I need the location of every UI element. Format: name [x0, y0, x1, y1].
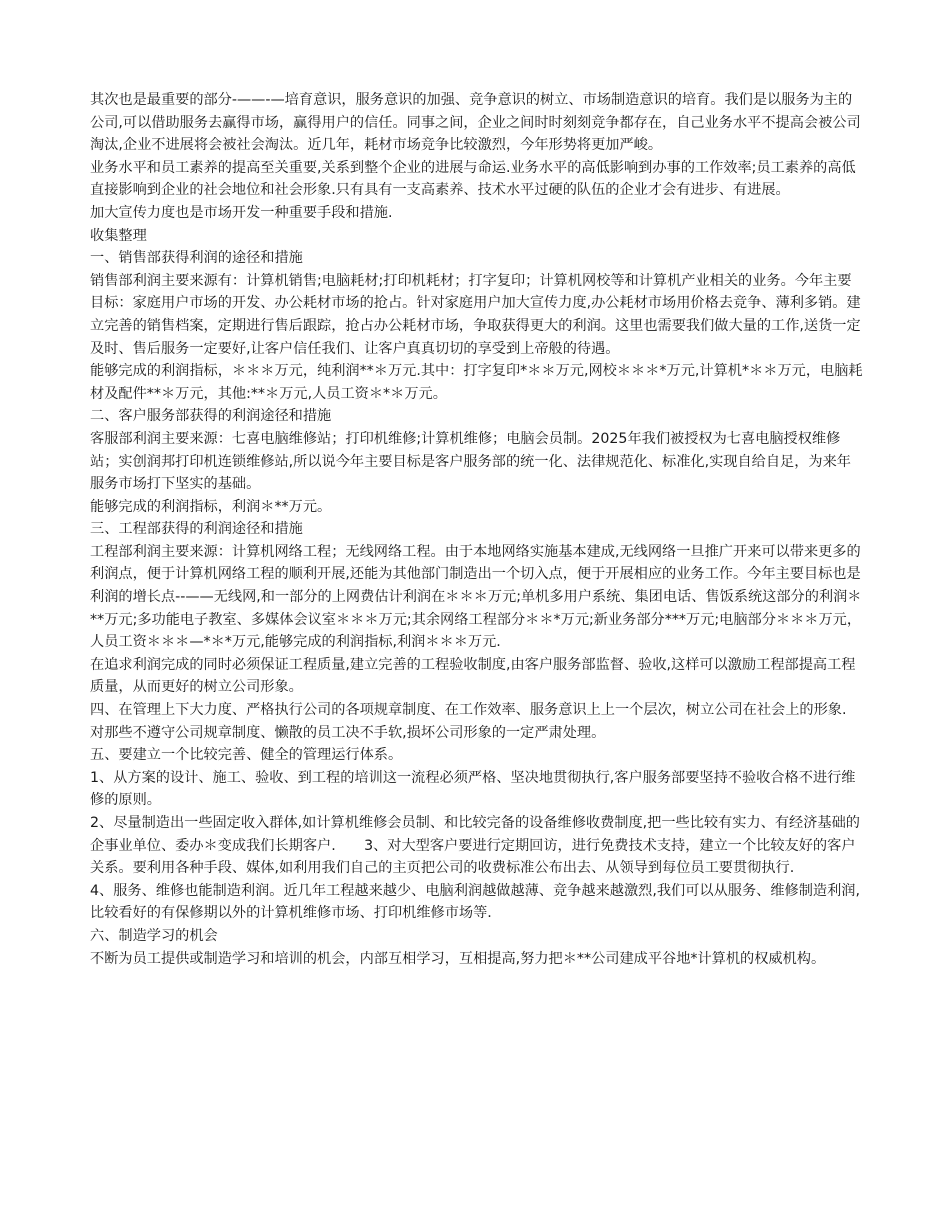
paragraph: 客服部利润主要来源：七喜电脑维修站；打印机维修;计算机维修；电脑会员制。2025年我们被授权为七喜电脑授权维修站；实创润邦打印机连锁维修站,所以说今年主要目标是客户服务部的统一化、法律规范化、标准化,实现自给自足，为来年服务市场打下坚实的基础。 [90, 430, 851, 493]
paragraph: 能够完成的利润指标，利润＊**万元。 [90, 498, 332, 515]
paragraph: 对那些不遵守公司规章制度、懒散的员工决不手软,损坏公司形象的一定严肃处理。 [90, 724, 606, 741]
section-heading: 收集整理 [90, 227, 147, 244]
paragraph: 业务水平和员工素养的提高至关重要,关系到整个企业的进展与命运.业务水平的高低影响到办事的工作效率;员工素养的高低直接影响到企业的社会地位和社会形象.只有具有一支高素养、技术水平过硬的队伍的企业才会有进步、有进展。 [90, 159, 856, 199]
paragraph: 工程部利润主要来源：计算机网络工程；无线网络工程。由于本地网络实施基本建成,无线网络一旦推广开来可以带来更多的利润点，便于计算机网络工程的顺利开展,还能为其他部门制造出一个切入点，便于开展相应的业务工作。今年主要目标也是利润的增长点--——无线网,和一部分的上网费估计利润在＊＊＊万元;单机多用户系统、集团电话、售饭系统这部分的利润＊**万元;多功能电子教室、多媒体会议室＊＊＊万元;其余网络工程部分＊＊*万元;新业务部分***万元;电脑部分＊＊＊万元，人员工资＊＊＊—*＊*万元,能够完成的利润指标,利润＊＊＊万元. [90, 543, 862, 651]
section-heading: 四、在管理上下大力度、严格执行公司的各项规章制度、在工作效率、服务意识上上一个层次，树立公司在社会上的形象. [90, 702, 847, 719]
paragraph: 销售部利润主要来源有：计算机销售;电脑耗材;打印机耗材；打字复印；计算机网校等和计算机产业相关的业务。今年主要目标：家庭用户市场的开发、办公耗材市场的抢占。针对家庭用户加大宣传力度,办公耗材市场用价格去竞争、薄利多销。建立完善的销售档案，定期进行售后跟踪，抢占办公耗材市场，争取获得更大的利润。这里也需要我们做大量的工作,送货一定及时、售后服务一定要好,让客户信任我们、让客户真真切切的享受到上帝般的待遇。 [90, 272, 861, 357]
section-heading: 五、要建立一个比较完善、健全的管理运行体系。 [90, 747, 403, 764]
paragraph: 能够完成的利润指标，＊＊＊万元，纯利润**＊万元.其中：打字复印*＊＊万元,网校＊＊＊*万元,计算机*＊＊万元，电脑耗材及配件**＊万元，其他:**＊万元,人员工资＊*＊万元。 [90, 363, 863, 402]
section-heading: 一、销售部获得利润的途径和措施 [90, 250, 303, 267]
section-heading: 二、客户服务部获得的利润途径和措施 [90, 408, 332, 425]
list-item: 2、尽量制造出一些固定收入群体,如计算机维修会员制、和比较完备的设备维修收费制度,把一些比较有实力、有经济基础的企事业单位、委办＊变成我们长期客户. 3、对大型客户要进行定期回访，进行免费技术支持，建立一个比较友好的客户关系。要利用各种手段、媒体,如利用我们自己的主页把公司的收费标准公布出去、从领导到每位员工要贯彻执行. [90, 815, 860, 877]
list-item: 1、从方案的设计、施工、验收、到工程的培训这一流程必须严格、坚决地贯彻执行,客户服务部要坚持不验收合格不进行维修的原则。 [90, 769, 856, 809]
list-item: 4、服务、维修也能制造利润。近几年工程越来越少、电脑利润越做越薄、竞争越来越激烈,我们可以从服务、维修制造利润,比较看好的有保修期以外的计算机维修市场、打印机维修市场等. [90, 882, 860, 922]
paragraph: 其次也是最重要的部分-——-—培育意识，服务意识的加强、竞争意识的树立、市场制造意识的培育。我们是以服务为主的公司,可以借助服务去赢得市场，赢得用户的信任。同事之间，企业之间时时刻刻竞争都存在，自己业务水平不提高会被公司淘汰,企业不进展将会被社会淘汰。近几年，耗材市场竞争比较激烈，今年形势将更加严峻。 [90, 92, 861, 154]
paragraph: 在追求利润完成的同时必须保证工程质量,建立完善的工程验收制度,由客户服务部监督、验收,这样可以激励工程部提高工程质量，从而更好的树立公司形象。 [90, 656, 856, 696]
paragraph: 不断为员工提供或制造学习和培训的机会，内部互相学习，互相提高,努力把＊**公司建成平谷地*计算机的权威机构。 [90, 950, 826, 967]
document-body [90, 89, 865, 970]
paragraph: 加大宣传力度也是市场开发一种重要手段和措施. [90, 204, 393, 221]
section-heading: 六、制造学习的机会 [90, 927, 218, 944]
section-heading: 三、工程部获得的利润途径和措施 [90, 521, 303, 538]
